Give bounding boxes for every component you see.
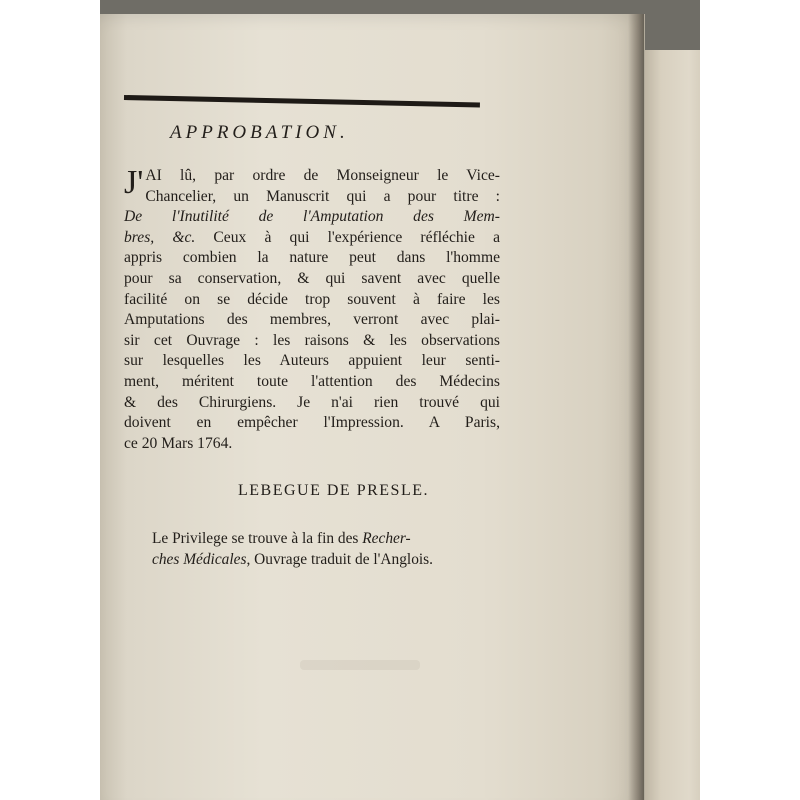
bleed-through-mark (300, 660, 420, 670)
text-line-8: Amputations des membres, verront avec plai- (124, 311, 500, 329)
text-line-4-rest: Ceux à qui l'expérience réfléchie a (195, 228, 500, 246)
text-line-7: facilité on se décide trop souvent à faire les (124, 290, 500, 308)
signature: LEBEGUE DE PRESLE. (238, 482, 429, 499)
text-line-9: sir cet Ouvrage : les raisons & les observations (124, 331, 500, 349)
privilege-line-2-text: , Ouvrage traduit de l'Anglois. (246, 551, 434, 568)
privilege-line-2-italic: ches Médicales (152, 551, 247, 568)
text-line-6: pour sa conservation, & qui savent avec quelle (124, 269, 500, 287)
drop-cap: J' (124, 164, 144, 201)
right-page-edge (638, 50, 700, 800)
text-line-12: & des Chirurgiens. Je n'ai rien trouvé qui (124, 393, 500, 411)
text-line-5: appris combien la nature peut dans l'homme (124, 249, 500, 267)
privilege-line-1-italic: Recher- (362, 530, 411, 547)
page-heading: APPROBATION. (170, 122, 349, 143)
text-line-11: ment, méritent toute l'attention des Médecins (124, 372, 500, 390)
privilege-line-1-text: Le Privilege se trouve à la fin des (152, 530, 363, 547)
book-gutter (628, 14, 644, 800)
text-line-1-rest: AI lû, par ordre de Monseigneur le Vice- (145, 167, 500, 184)
privilege-line-1 (152, 528, 522, 549)
privilege-note (152, 528, 522, 570)
text-line-3: De l'Inutilité de l'Amputation des Mem- (124, 208, 500, 226)
approbation-text (124, 166, 500, 454)
text-line-13: doivent en empêcher l'Impression. A Paris, (124, 414, 500, 432)
text-line-14: ce 20 Mars 1764. (124, 434, 233, 452)
text-line-4-italic: bres, &c. (124, 228, 196, 246)
text-line-2: Chancelier, un Manuscrit qui a pour titre : (145, 187, 500, 205)
text-line-10: sur lesquelles les Auteurs appuient leur senti- (124, 352, 500, 370)
privilege-line-2 (152, 549, 522, 570)
text-line-4 (124, 228, 500, 249)
